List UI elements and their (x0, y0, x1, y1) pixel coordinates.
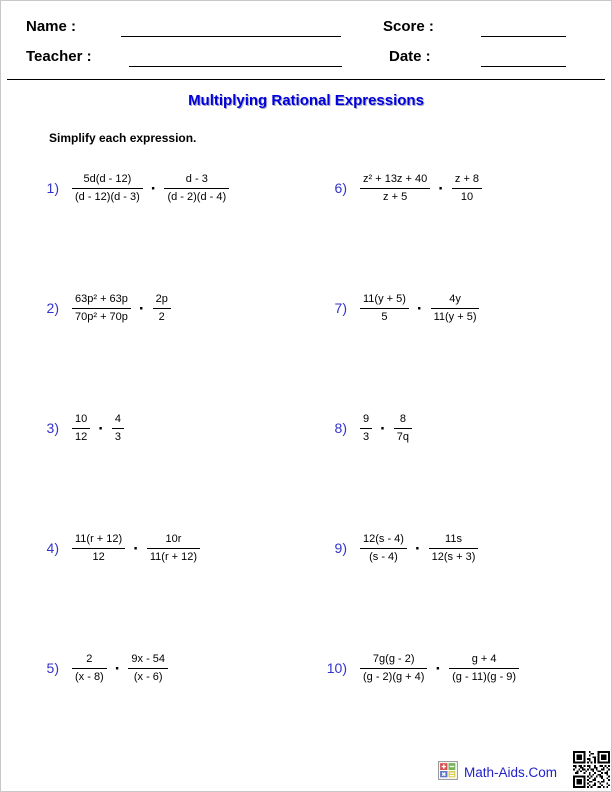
numerator: 10 (75, 413, 88, 426)
problem-number: 5) (46, 660, 59, 676)
problem-2 (31, 292, 319, 324)
denominator: z + 5 (383, 190, 408, 203)
multiply-dot-icon: · (438, 178, 444, 198)
denominator: 11(y + 5) (433, 310, 477, 323)
teacher-field[interactable] (129, 49, 342, 67)
numerator: d - 3 (185, 173, 208, 186)
instruction-text: Simplify each expression. (49, 131, 197, 145)
multiply-dot-icon: · (380, 418, 386, 438)
problem-6 (319, 172, 599, 204)
denominator: 3 (363, 430, 370, 443)
fraction (72, 172, 143, 204)
fraction (429, 532, 479, 564)
multiply-dot-icon: · (98, 418, 104, 438)
fraction (72, 532, 125, 564)
denominator: 5 (381, 310, 388, 323)
multiply-dot-icon: · (114, 658, 121, 678)
problem-5 (31, 652, 319, 684)
fraction (72, 412, 90, 444)
problem-number: 3) (46, 420, 59, 436)
numerator: 12(s - 4) (363, 533, 404, 546)
fraction (431, 292, 480, 324)
problem-8 (319, 412, 599, 444)
problem-number: 7) (334, 300, 347, 316)
multiply-dot-icon: · (435, 658, 442, 678)
denominator: 7q (396, 430, 410, 443)
fraction (452, 172, 482, 204)
denominator: (s - 4) (369, 550, 398, 563)
denominator: (g - 2)(g + 4) (363, 670, 425, 683)
numerator: 2p (155, 293, 168, 306)
page-title: Multiplying Rational Expressions (188, 92, 424, 109)
numerator: 4y (449, 293, 461, 306)
numerator: 11(y + 5) (363, 293, 406, 306)
numerator: 10r (165, 533, 182, 546)
denominator: (d - 12)(d - 3) (75, 190, 140, 203)
problem-7 (319, 292, 599, 324)
date-label: Date : (389, 48, 431, 65)
fraction (164, 172, 229, 204)
numerator: 63p² + 63p (75, 293, 128, 306)
numerator: 11s (445, 533, 462, 546)
problem-number: 6) (334, 180, 347, 196)
header-divider (7, 79, 605, 80)
multiply-dot-icon: · (414, 538, 421, 558)
denominator: 10 (460, 190, 474, 203)
problems-grid (31, 128, 599, 728)
fraction (360, 652, 427, 684)
fraction (147, 532, 200, 564)
fraction (360, 172, 430, 204)
denominator: 12(s + 3) (431, 550, 476, 563)
numerator: g + 4 (471, 653, 497, 666)
problem-number: 8) (334, 420, 347, 436)
fraction (72, 652, 107, 684)
denominator: 3 (114, 430, 122, 443)
math-aids-brand-link[interactable]: Math-Aids.Com (464, 765, 558, 780)
problem-number: 9) (334, 540, 347, 556)
qr-code (573, 750, 610, 789)
problem-number: 4) (46, 540, 59, 556)
numerator: 7g(g - 2) (372, 653, 415, 666)
denominator: (x - 8) (75, 670, 104, 683)
numerator: 9x - 54 (131, 653, 166, 666)
problem-10 (319, 652, 599, 684)
fraction (128, 652, 168, 684)
score-label: Score : (383, 18, 434, 35)
problem-4 (31, 532, 319, 564)
fraction (153, 292, 171, 324)
fraction (72, 292, 131, 324)
denominator: 11(r + 12) (149, 550, 198, 563)
math-aids-logo-icon (438, 760, 459, 781)
numerator: 5d(d - 12) (83, 173, 132, 186)
fraction (360, 292, 409, 324)
numerator: 11(r + 12) (75, 533, 123, 546)
date-field[interactable] (481, 49, 566, 67)
problem-number: 2) (46, 300, 59, 316)
problem-9 (319, 532, 599, 564)
fraction (394, 412, 412, 444)
name-field[interactable] (121, 19, 341, 37)
problem-number: 10) (326, 660, 347, 676)
fraction (360, 532, 407, 564)
problem-3 (31, 412, 319, 444)
multiply-dot-icon: · (133, 538, 139, 558)
numerator: z² + 13z + 40 (363, 173, 428, 186)
denominator: 12 (75, 430, 88, 443)
problem-number: 1) (46, 180, 59, 196)
numerator: z + 8 (454, 173, 480, 186)
numerator: 2 (86, 653, 93, 666)
score-field[interactable] (481, 19, 566, 37)
denominator: (d - 2)(d - 4) (167, 190, 227, 203)
teacher-label: Teacher : (26, 48, 92, 65)
problem-1 (31, 172, 319, 204)
denominator: (x - 6) (133, 670, 163, 683)
multiply-dot-icon: · (138, 298, 145, 318)
multiply-dot-icon: · (150, 178, 157, 198)
multiply-dot-icon: · (416, 298, 423, 318)
numerator: 4 (114, 413, 122, 426)
denominator: (g - 11)(g - 9) (452, 670, 517, 683)
fraction (360, 412, 372, 444)
numerator: 9 (363, 413, 370, 426)
fraction (449, 652, 519, 684)
denominator: 12 (92, 550, 105, 563)
name-label: Name : (26, 18, 77, 35)
denominator: 70p² + 70p (75, 310, 128, 323)
numerator: 8 (399, 413, 406, 426)
denominator: 2 (158, 310, 165, 323)
fraction (112, 412, 124, 444)
